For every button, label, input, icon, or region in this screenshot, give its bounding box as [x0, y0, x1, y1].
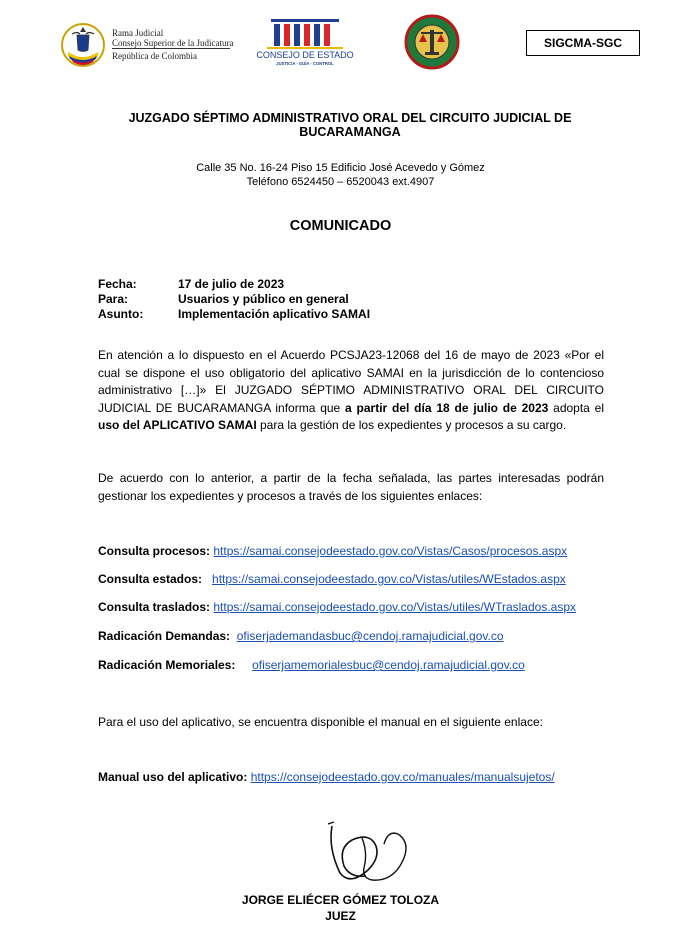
- memoriales-email-link[interactable]: ofiserjamemorialesbuc@cendoj.ramajudicial.gov.co: [252, 658, 525, 672]
- court-address: Calle 35 No. 16-24 Piso 15 Edificio José Acevedo y Gómez: [196, 162, 485, 174]
- body-paragraph-1: En atención a lo dispuesto en el Acuerdo PCSJA23-12068 del 16 de mayo de 2023 «Por el cual se dispone el uso obligatorio del aplicativo SAMAI en la jurisdicción de lo contencioso administrativo […]» El JUZGADO SÉPTIMO ADMINISTRATIVO ORAL DEL CIRCUITO JUDICIAL DE BUCARAMANGA informa que a partir del día 18 de julio de 2023 adopta el uso del APLICATIVO SAMAI para la gestión de los expedientes y procesos a su cargo.: [98, 348, 605, 433]
- link-row-traslados: [98, 600, 576, 614]
- procesos-link[interactable]: https://samai.consejodeestado.gov.co/Vistas/Casos/procesos.aspx: [213, 544, 568, 558]
- link-label: Consulta traslados:: [98, 600, 211, 614]
- body-paragraph-3: Para el uso del aplicativo, se encuentra disponible el manual en el siguiente enlace:: [98, 715, 543, 729]
- body-paragraph-2: De acuerdo con lo anterior, a partir de la fecha señalada, las partes interesadas podrán gestionar los expedientes y procesos a través de los siguientes enlaces:: [98, 471, 604, 503]
- rama-line2: Consejo Superior de la Judicatura: [112, 38, 234, 48]
- consejo-motto: JUSTICIA · GUÍA · CONTROL: [276, 61, 334, 66]
- signer-name: JORGE ELIÉCER GÓMEZ TOLOZA: [241, 893, 440, 907]
- link-label: Radicación Demandas:: [98, 629, 231, 643]
- traslados-link[interactable]: https://samai.consejodeestado.gov.co/Vistas/utiles/WTraslados.aspx: [213, 600, 576, 614]
- link-label: Radicación Memoriales:: [98, 658, 236, 672]
- consejo-name: CONSEJO DE ESTADO: [256, 50, 354, 60]
- link-row-memoriales: [98, 658, 525, 672]
- link-label: Consulta procesos:: [98, 544, 211, 558]
- estados-link[interactable]: https://samai.consejodeestado.gov.co/Vistas/utiles/WEstados.aspx: [212, 572, 566, 586]
- link-row-demandas: [98, 629, 504, 643]
- tribunal-seal-icon: [401, 14, 463, 70]
- rama-line1: Rama Judicial: [112, 28, 164, 38]
- meta-value: Implementación aplicativo SAMAI: [178, 307, 371, 321]
- link-row-estados: [98, 572, 566, 586]
- meta-label: Asunto:: [98, 307, 144, 321]
- demandas-email-link[interactable]: ofiserjademandasbuc@cendoj.ramajudicial.gov.co: [236, 629, 504, 643]
- rama-judicial-logo: [60, 22, 235, 68]
- meta-value: Usuarios y público en general: [178, 292, 349, 306]
- manual-label: Manual uso del aplicativo:: [98, 770, 248, 784]
- meta-value: 17 de julio de 2023: [178, 277, 285, 291]
- handwritten-signature: [310, 818, 420, 888]
- court-phone: Teléfono 6524450 – 6520043 ext.4907: [246, 176, 435, 188]
- link-row-procesos: [98, 544, 567, 558]
- page-title: COMUNICADO: [289, 218, 392, 234]
- link-label: Consulta estados:: [98, 572, 203, 586]
- meta-label: Fecha:: [98, 277, 137, 291]
- document-code-box: SIGCMA-SGC: [526, 30, 640, 56]
- manual-row: [98, 770, 555, 784]
- rama-line3: República de Colombia: [112, 51, 197, 61]
- rama-divider: [112, 48, 230, 49]
- meta-row-asunto: [98, 307, 370, 321]
- consejo-de-estado-logo: [256, 18, 354, 68]
- meta-label: Para:: [98, 292, 129, 306]
- court-title: JUZGADO SÉPTIMO ADMINISTRATIVO ORAL DEL CIRCUITO JUDICIAL DE BUCARAMANGA: [128, 111, 572, 139]
- meta-row-fecha: [98, 277, 284, 291]
- meta-row-para: [98, 292, 349, 306]
- colombia-seal-icon: [60, 22, 106, 68]
- manual-link[interactable]: https://consejodeestado.gov.co/manuales/manualsujetos/: [250, 770, 555, 784]
- signer-role: JUEZ: [325, 909, 356, 923]
